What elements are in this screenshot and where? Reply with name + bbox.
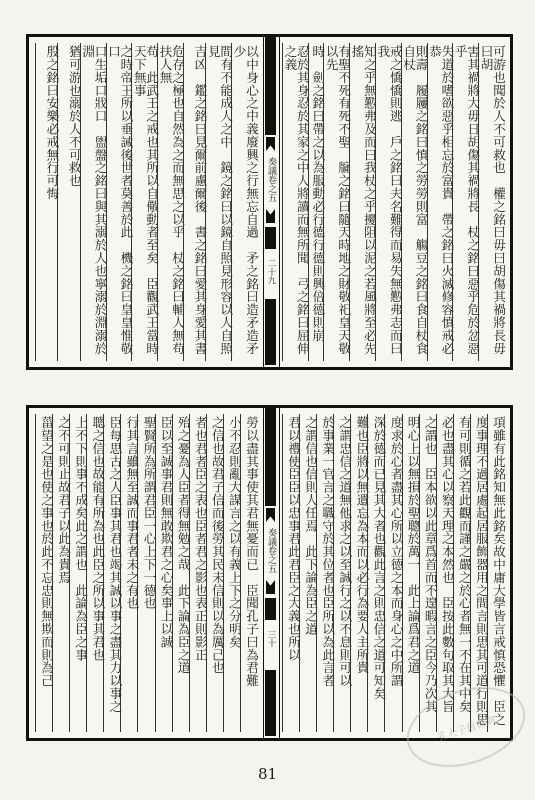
text-column: 忍於其身忍於其家之中人將讀而無所聞 弓之銘曰屈伸之義 xyxy=(282,43,308,361)
text-column: 殷之銘曰安樂必戒無行可悔 xyxy=(35,43,57,361)
text-column: 行其言雖無至誠而事君者未之有也 xyxy=(120,414,137,732)
text-column: 者也君者臣之表也臣者君之影也表正則影正 xyxy=(189,414,206,732)
text-column: 上不下則事不成矣此之謂也 此論為臣之事 xyxy=(69,414,86,732)
text-column: 之謂也 臣本欲以此章爲首而不遑暇言之臣今乃次其 xyxy=(419,414,436,732)
text-column: 害其禍將大毋日胡傷其禍將長 杖之銘曰惡乎危於忿惡乎 xyxy=(452,43,478,361)
text-column: 必也盡其心以察天理之本然也 臣按此數句取其大旨 xyxy=(436,414,453,732)
text-column: 度事理不過居處起居服飾器用之間言則思其可道行則思 xyxy=(470,414,487,732)
text-column: 失道於嗜欲惡乎相忘於富貴 帶之銘曰火滅修容慎戒必恭 xyxy=(427,43,453,361)
upper-center-column xyxy=(263,37,280,367)
lower-fish-tail-icon-bottom xyxy=(266,580,275,594)
lower-center-column xyxy=(263,408,280,738)
upper-fish-tail-icon-bottom xyxy=(266,209,275,223)
text-column: 以中身心之中義廢興之行無忘自過 矛之銘曰造矛造矛少 xyxy=(231,43,257,361)
text-column: 可游也聞於人不可救也 權之銘曰毋曰胡傷其禍將長毋曰胡 xyxy=(478,43,504,361)
upper-page-block xyxy=(26,34,513,370)
text-column: 深於德而已見其大者也觀此言之則忠信之道可知矣 xyxy=(367,414,384,732)
upper-left-text-half xyxy=(35,43,257,361)
lower-center-black-bar-top xyxy=(265,408,276,506)
text-column: 明心上以無損於聖聰於萬一 此上論爲君之道 xyxy=(402,414,419,732)
lower-right-text-half xyxy=(282,414,504,732)
text-column: 則壽 履屨之銘曰慎之勞勞則富 觴豆之銘曰食自杖食自杖 xyxy=(401,43,427,361)
upper-center-black-bar-mid xyxy=(265,227,276,249)
page-number: 81 xyxy=(257,765,278,783)
upper-center-black-bar-top xyxy=(265,37,276,135)
text-column: 殆之憂為人臣者得無勉之哉 此下論為臣之道 xyxy=(172,414,189,732)
text-column: 之信也故君子信而後勞其民未信則以為厲己也 xyxy=(206,414,223,732)
text-column: 危存之極也自然為之而無思之以乎 杖之銘曰輔人無苟扶人無 xyxy=(157,43,183,361)
text-column: 聰之信也故能有所為也此臣之所以事其君也 xyxy=(86,414,103,732)
text-column: 間有不能成人之中 鏡之銘曰以鏡自照見形容以人自照見 xyxy=(205,43,231,361)
text-column: 苟 此武王之戒也其所以自儆動者至矣 臣觀武王當時天下無事 xyxy=(131,43,157,361)
text-column: 之不可則止故君子以此為貴焉 xyxy=(52,414,69,732)
text-column: 項雖有此銘知無此銘矣故中庸大學皆言戒慎恐懼 臣之 xyxy=(487,414,504,732)
text-column: 有聖不死有死不聖 牖之銘曰隨天時地之財敬祀皇天敬以先 xyxy=(323,43,349,361)
watermark-seal-text: 孔夫子舊書網 xyxy=(436,714,497,744)
upper-fish-tail-icon-top xyxy=(266,137,275,151)
text-column: 有可則循之若此觀而謹之嚴之於心者無一不在其中矣 xyxy=(453,414,470,732)
text-column: 之謂忠信之道無他求之以至誠行之以不息則可以 xyxy=(333,414,350,732)
lower-center-black-bar-bottom xyxy=(265,670,276,736)
lower-left-text-half xyxy=(35,414,257,732)
upper-center-title: 奏議卷之五 xyxy=(266,157,276,202)
text-column: 臣每思古之人臣事其君也竭其誠以事之盡其力以事之 xyxy=(103,414,120,732)
lower-center-title: 奏議卷之五 xyxy=(266,528,276,573)
text-column: 勞以盡其事使其君無憂而已 臣聞孔子曰為君難 xyxy=(240,414,257,732)
lower-center-black-bar-mid xyxy=(265,598,276,620)
text-column: 戒之憍憍則逃 戶之銘曰夫名難得而易失無懃弗志而曰我 xyxy=(375,43,401,361)
text-column: 口生垢口戕口 盥盤之銘曰與其溺於人也寧溺於淵溺於淵 xyxy=(80,43,106,361)
text-column: 臣以至誠事君則無敢欺君之心矣事上以誠 xyxy=(155,414,172,732)
text-column: 知之乎無懃弗及而曰我杖之乎擾阻以泥之若風將至必先搖 xyxy=(349,43,375,361)
text-column: 君以禮使臣臣以忠事君此君臣之大義也所以 xyxy=(282,414,299,732)
text-column: 之謂信也信則人任焉 此下論為臣之道 xyxy=(299,414,316,732)
text-column: 小不忍則亂大謀言之以有義上下之分明矣 xyxy=(223,414,240,732)
text-column: 難也臣將以無遺忘為本而以必行為要人主所貴 xyxy=(350,414,367,732)
upper-right-text-half xyxy=(282,43,504,361)
text-column: 度求於心者盡其心所以立德之本而身心之中所謂 xyxy=(384,414,401,732)
lower-folio-number: 三十 xyxy=(266,630,276,647)
lower-page-block xyxy=(26,405,513,741)
upper-center-black-bar-bottom xyxy=(265,299,276,365)
upper-folio-number: 二十九 xyxy=(266,259,276,285)
text-column: 之時帝王所以垂誡後世者莫善於此 機之銘曰皇皇惟敬口 xyxy=(106,43,132,361)
text-column: 菑望之是也使之事也於此不忘忠則無欺而則為己 xyxy=(35,414,52,732)
text-column: 時 劍之銘曰帶之以為服動必行德行德則興倍德則崩 xyxy=(308,43,324,361)
text-column: 聖賢所為所謂君臣一心上下一德也 xyxy=(137,414,154,732)
text-column: 猶可游也溺於人不可救也 xyxy=(57,43,79,361)
text-column: 於事業一官言之職守於其位者也臣所以為此言者 xyxy=(316,414,333,732)
text-column: 吉凶 鑑之銘曰見爾前慮爾後 書之銘曰愛其身愛其書 xyxy=(183,43,205,361)
lower-fish-tail-icon-top xyxy=(266,508,275,522)
